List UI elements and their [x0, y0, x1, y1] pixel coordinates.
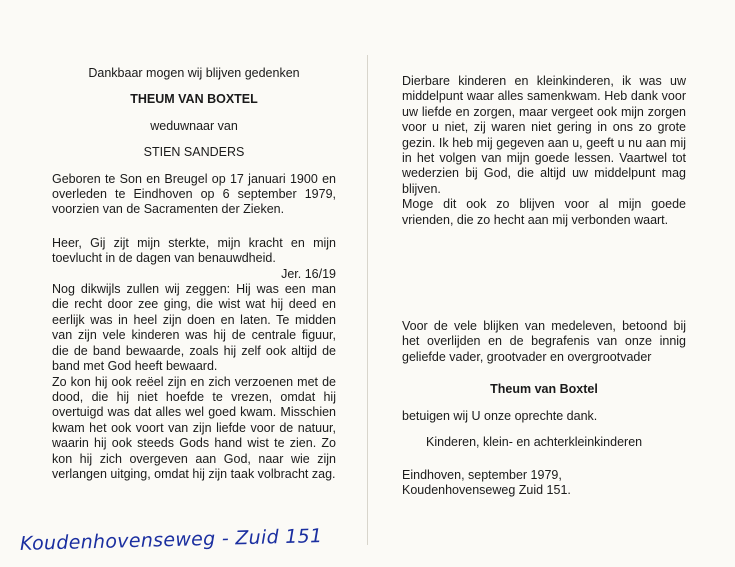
right-page [402, 74, 686, 498]
bible-verse: Heer, Gij zijt mijn sterkte, mijn kracht en mijn toevlucht in de dagen van benauwdheid. [52, 235, 336, 266]
signature-name: Theum van Boxtel [490, 382, 598, 397]
spouse-name: STIEN SANDERS [143, 145, 245, 160]
intro-line: Dankbaar mogen wij blijven gedenken [88, 66, 300, 80]
thanks-line: betuigen wij U onze oprechte dank. [402, 408, 598, 423]
tribute-paragraph-1: Nog dikwijls zullen wij zeggen: Hij was een man die recht door zee ging, die wist wat hij deed en eerlijk was in heel zijn doen en laten. Te midden van zijn vele kinderen was hij de centrale figuur, die de band bewaarde, zoals hij zelf ook altijd de band met God heeft bewaard. [52, 282, 336, 374]
relation-line: weduwnaar van [150, 118, 238, 133]
thanks-paragraph: Voor de vele blijken van medeleven, betoond bij het overlijden en de begrafenis van onze innig geliefde vader, grootvader en overgrootvader [402, 319, 686, 364]
handwritten-address: Koudenhovenseweg - Zuid 151 [19, 525, 323, 555]
deceased-name: THEUM VAN BOXTEL [130, 92, 258, 107]
tribute-paragraph-2: Zo kon hij ook reëel zijn en zich verzoenen met de dood, die hij niet hoefde te vrezen, omdat hij overtuigd was dat alles wel goed kwam. Misschien kwam het ook voort van zijn liefde voor de natuur, waarin hij ook steeds Gods hand wist te zien. Zo kon hij zich overgeven aan God, naar wie zijn verlangen uitging, omdat hij zijn taak volbracht zag. [52, 374, 336, 481]
verse-reference: Jer. 16/19 [281, 266, 336, 281]
fold-line [367, 55, 368, 545]
family-line: Kinderen, klein- en achterkleinkinderen [426, 435, 643, 450]
farewell-paragraph: Dierbare kinderen en kleinkinderen, ik was uw middelpunt waar alles samenkwam. Heb dank voor uw liefde en zorgen, maar vergeet ook mijn zorgen voor u niet, zij waren niet gering in ons zo grote gezin. Ik heb mij gegeven aan u, geeft u nu aan mij in het volgen van mijn goede lessen. Vaartwel tot wederzien bij God, die altijd uw middelpunt mag blijven. [402, 74, 686, 196]
place-date: Eindhoven, september 1979, [402, 467, 562, 482]
left-page [52, 66, 336, 482]
birth-death-paragraph: Geboren te Son en Breugel op 17 januari 1900 en overleden te Eindhoven op 6 september 1979, voorzien van de Sacramenten der Zieken. [52, 171, 336, 217]
friends-paragraph: Moge dit ook zo blijven voor al mijn goede vrienden, die zo hecht aan mij verbonden waart. [402, 197, 686, 227]
address-line: Koudenhovenseweg Zuid 151. [402, 482, 571, 497]
